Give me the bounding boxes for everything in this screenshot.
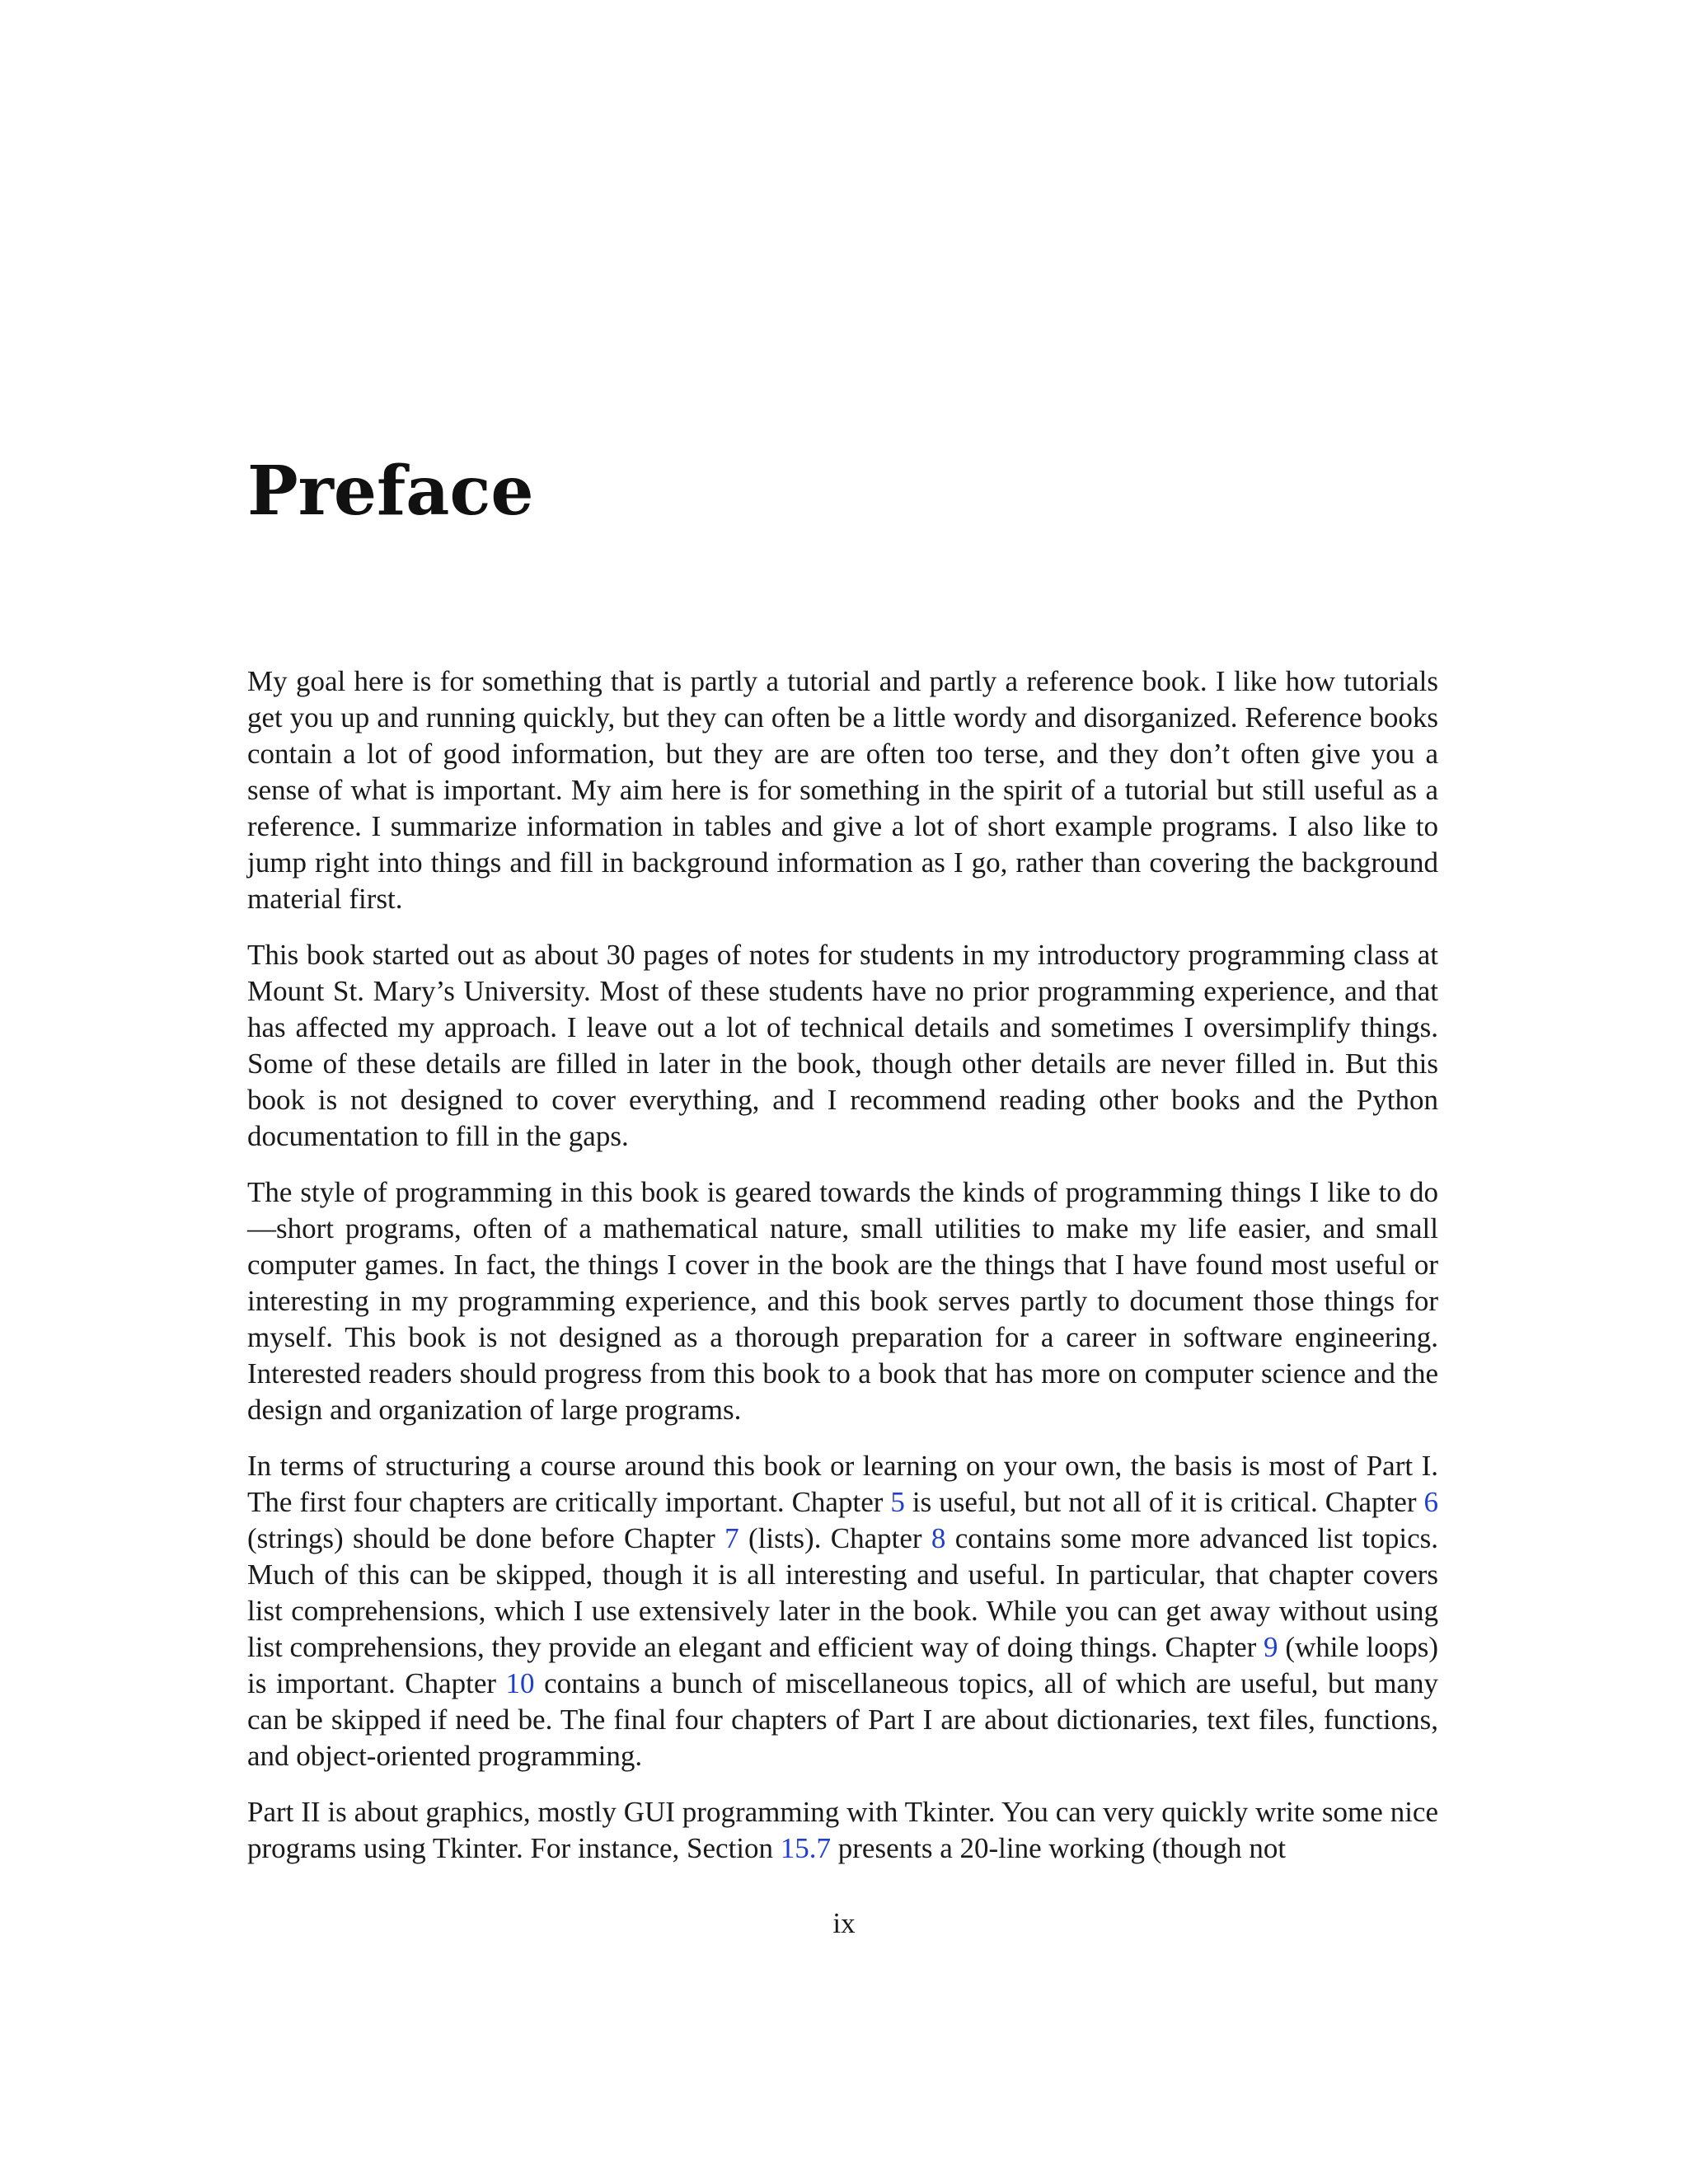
chapter-7-link[interactable]: 7 [724,1522,739,1554]
chapter-5-link[interactable]: 5 [890,1486,905,1518]
paragraph-4-text-4: (lists). Chapter [738,1522,931,1554]
paragraph-5 [247,1794,1438,1867]
paragraph-5-text-2: presents a 20-line working (though not [831,1832,1287,1864]
paragraph-4-text-5: contains some more advanced list topics. Much of this can be skipped, though it is all interesting and useful. In particular, that chapter covers list comprehensions, which I use extensively later in the book. While you can get away without using list comprehensions, they provide an elegant and efficient way of doing things. Chapter [247,1522,1438,1663]
paragraph-4-text-3: (strings) should be done before Chapter [247,1522,725,1554]
paragraph-3: The style of programming in this book is geared towards the kinds of programming things I like to do—short programs, often of a mathematical nature, small utilities to make my life easier, and small computer games. In fact, the things I cover in the book are the things that I have found most useful or interesting in my programming experience, and this book serves partly to document those things for myself. This book is not designed as a thorough preparation for a career in software engineering. Interested readers should progress from this book to a book that has more on computer science and the design and organization of large programs. [247,1176,1438,1426]
section-15-7-link[interactable]: 15.7 [780,1832,832,1864]
paragraph-4-text-7: contains a bunch of miscellaneous topics, all of which are useful, but many can be skipped if need be. The final four chapters of Part I are about dictionaries, text files, functions, and object-oriented programming. [247,1667,1438,1772]
paragraph-4-text-1: In terms of structuring a course around this book or learning on your own, the basis is most of Part I. The first four chapters are critically important. Chapter [247,1450,1438,1518]
paragraph-2: This book started out as about 30 pages of notes for students in my introductory programming class at Mount St. Mary’s University. Most of these students have no prior programming experience, and that has affected my approach. I leave out a lot of technical details and sometimes I oversimplify things. Some of these details are filled in later in the book, though other details are never filled in. But this book is not designed to cover everything, and I recommend reading other books and the Python documentation to fill in the gaps. [247,939,1438,1152]
chapter-9-link[interactable]: 9 [1264,1631,1278,1663]
page-number: ix [832,1907,856,1939]
chapter-6-link[interactable]: 6 [1423,1486,1438,1518]
paragraph-5-text-1: Part II is about graphics, mostly GUI programming with Tkinter. You can very quickly write some nice programs using Tkinter. For instance, Section [247,1796,1438,1864]
paragraph-4-text-6: (while loops) is important. Chapter [247,1631,1438,1699]
chapter-8-link[interactable]: 8 [931,1522,946,1554]
paragraph-1: My goal here is for something that is partly a tutorial and partly a reference book. I like how tutorials get you up and running quickly, but they can often be a little wordy and disorganized. Reference books contain a lot of good information, but they are are often too terse, and they don’t often give you a sense of what is important. My aim here is for something in the spirit of a tutorial but still useful as a reference. I summarize information in tables and give a lot of short example programs. I also like to jump right into things and fill in background information as I go, rather than covering the background material first. [247,665,1438,915]
paragraph-4-text-2: is useful, but not all of it is critical. Chapter [904,1486,1424,1518]
paragraph-4 [247,1448,1438,1774]
page-title: Preface [247,452,534,531]
preface-body [247,663,1438,1886]
chapter-10-link[interactable]: 10 [505,1667,535,1699]
